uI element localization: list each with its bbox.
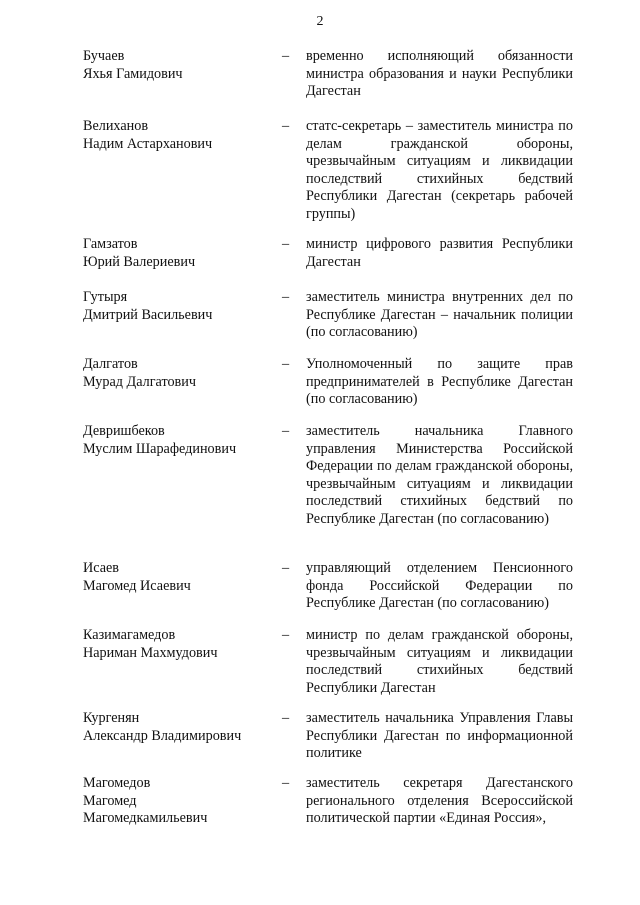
member-position: управляющий отделением Пенсионного фонда Российской Федерации по Республике Дагестан (по согласованию): [306, 560, 573, 611]
member-position: статс-секретарь – заместитель министра по делам гражданской обороны, чрезвычайным ситуациям и ликвидации последствий стихийных бедствий Республики Дагестан (секретарь рабочей группы): [306, 118, 573, 222]
member-name: [83, 118, 273, 153]
given-name: Дмитрий Васильевич: [83, 306, 213, 323]
member-position: заместитель министра внутренних дел по Республике Дагестан – начальник полиции (по согласованию): [306, 289, 573, 340]
patronymic: Магомедкамильевич: [83, 810, 208, 826]
member-name: [83, 560, 273, 595]
given-name: Надим Астарханович: [83, 135, 213, 152]
dash-separator: –: [282, 710, 290, 726]
member-position: заместитель секретаря Дагестанского регионального отделения Всероссийской политической партии «Единая Россия»,: [306, 775, 573, 826]
given-name: Юрий Валериевич: [83, 253, 196, 270]
given-name: Александр Владимирович: [83, 727, 242, 744]
surname: Гамзатов: [83, 236, 138, 252]
surname: Гутыря: [83, 289, 128, 305]
member-position: министр по делам гражданской обороны, чрезвычайным ситуациям и ликвидации последствий стихийных бедствий Республики Дагестан: [306, 627, 573, 696]
member-name: [83, 236, 273, 271]
dash-separator: –: [282, 775, 290, 791]
surname: Исаев: [83, 560, 120, 576]
member-name: [83, 775, 273, 828]
dash-separator: –: [282, 289, 290, 305]
surname: Кургенян: [83, 710, 140, 726]
member-position: временно исполняющий обязанности министра образования и науки Республики Дагестан: [306, 48, 573, 99]
member-name: [83, 356, 273, 391]
surname: Далгатов: [83, 356, 138, 372]
surname: Казимагамедов: [83, 627, 176, 643]
dash-separator: –: [282, 627, 290, 643]
surname: Бучаев: [83, 48, 125, 64]
member-position: заместитель начальника Управления Главы Республики Дагестан по информационной политике: [306, 710, 573, 761]
given-name: Мурад Далгатович: [83, 373, 196, 390]
member-position: министр цифрового развития Республики Дагестан: [306, 236, 573, 270]
member-position: заместитель начальника Главного управления Министерства Российской Федерации по делам гражданской обороны, чрезвычайным ситуациям и ликвидации последствий стихийных бедствий по Республике Дагестан (по согласованию): [306, 423, 573, 527]
dash-separator: –: [282, 560, 290, 576]
given-name: Яхья Гамидович: [83, 65, 183, 82]
member-name: [83, 289, 273, 324]
dash-separator: –: [282, 236, 290, 252]
page-number: 2: [316, 14, 324, 29]
member-name: [83, 710, 273, 745]
dash-separator: –: [282, 356, 290, 372]
given-name: Магомед Исаевич: [83, 577, 191, 594]
given-name: Магомед: [83, 792, 137, 809]
dash-separator: –: [282, 118, 290, 134]
member-name: [83, 423, 273, 458]
dash-separator: –: [282, 423, 290, 439]
surname: Девришбеков: [83, 423, 165, 439]
given-name: Нариман Махмудович: [83, 644, 218, 661]
given-name: Муслим Шарафединович: [83, 440, 237, 457]
member-position: Уполномоченный по защите прав предпринимателей в Республике Дагестан (по согласованию): [306, 356, 573, 407]
surname: Велиханов: [83, 118, 149, 134]
dash-separator: –: [282, 48, 290, 64]
member-name: [83, 48, 273, 83]
surname: Магомедов: [83, 775, 151, 791]
member-name: [83, 627, 273, 662]
